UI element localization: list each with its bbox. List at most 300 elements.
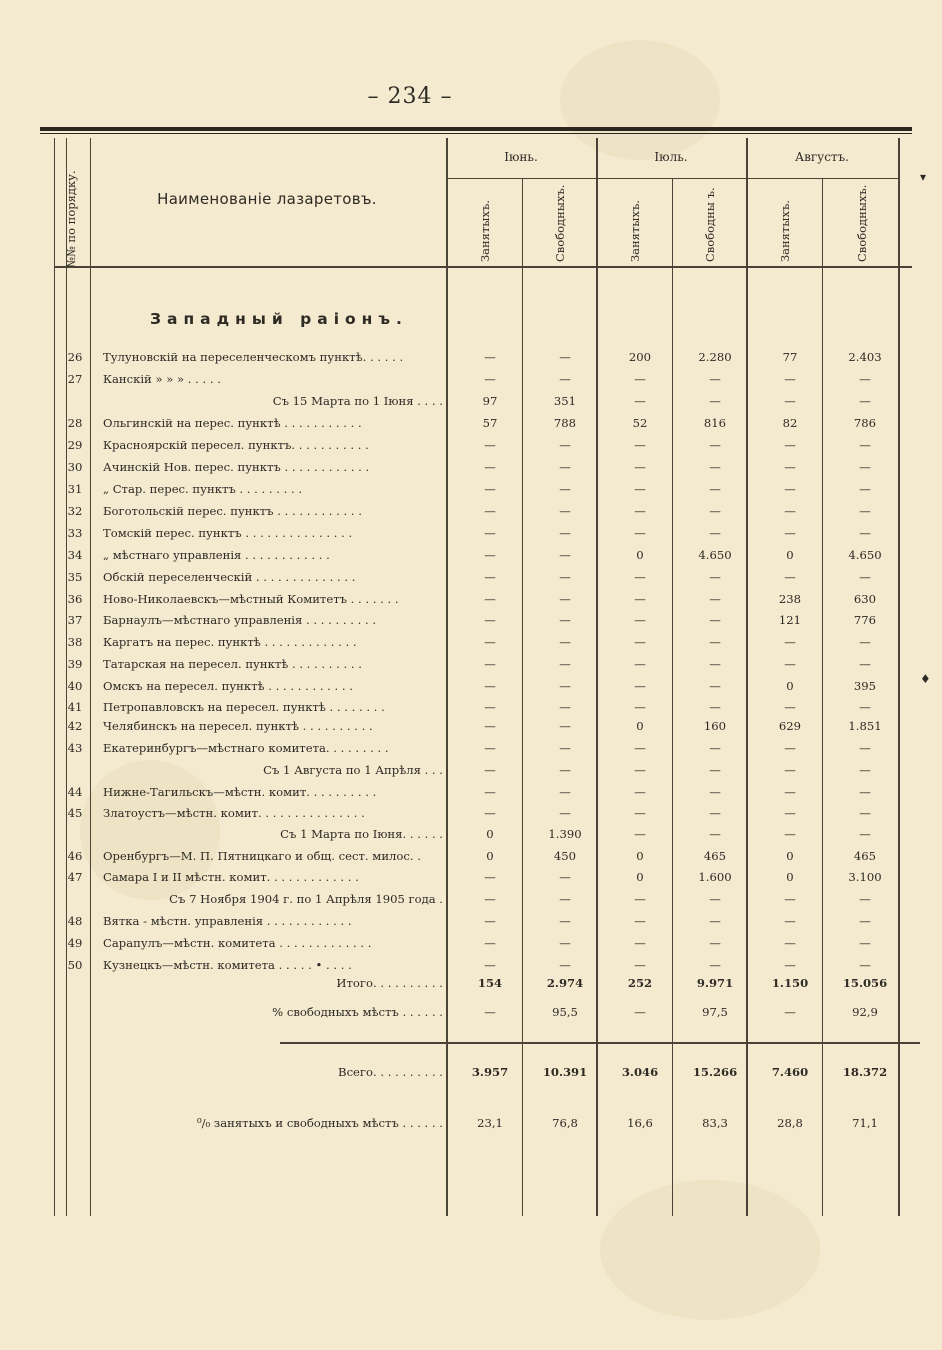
free-cell: 4.650 xyxy=(848,548,882,562)
percent-free-cell: 92,9 xyxy=(852,1005,878,1019)
row-number: 34 xyxy=(67,548,83,562)
occupied-cell: — xyxy=(484,700,496,714)
top-rule xyxy=(40,127,912,131)
free-cell: — xyxy=(559,806,571,820)
row-number: 32 xyxy=(67,504,83,518)
infirmary-name: Петропавловскъ на пересел. пунктѣ . . . . . . . . xyxy=(103,700,385,714)
occupied-cell: — xyxy=(784,504,796,518)
free-cell: 1.600 xyxy=(698,870,732,884)
occupied-cell: 629 xyxy=(778,719,802,733)
infirmary-name: „ мѣстнаго управленія . . . . . . . . . . . . xyxy=(103,548,330,562)
free-cell: — xyxy=(709,438,721,452)
occupied-cell: — xyxy=(484,570,496,584)
occupied-cell: — xyxy=(634,372,646,386)
percent-free-row xyxy=(0,1005,942,1025)
free-cell: — xyxy=(709,679,721,693)
infirmary-name: Нижне-Тагильскъ—мѣстн. комит. . . . . . . . . . xyxy=(103,785,377,799)
percent-cell: 71,1 xyxy=(852,1116,878,1130)
occupied-cell: — xyxy=(484,892,496,906)
free-cell: — xyxy=(859,806,871,820)
free-cell: — xyxy=(859,504,871,518)
free-cell: 465 xyxy=(703,849,727,863)
table-row xyxy=(0,936,942,956)
row-number: 40 xyxy=(67,679,83,693)
occupied-cell: — xyxy=(634,657,646,671)
free-cell: — xyxy=(559,570,571,584)
free-cell: — xyxy=(709,460,721,474)
free-cell: 3.100 xyxy=(848,870,882,884)
free-cell: — xyxy=(709,741,721,755)
occupied-cell: 0 xyxy=(636,849,644,863)
subtotal-row xyxy=(0,976,942,996)
table-border-right xyxy=(898,138,900,1216)
occupied-cell: — xyxy=(484,870,496,884)
infirmary-name: Ачинскій Нов. перес. пунктъ . . . . . . . . . . . . xyxy=(103,460,370,474)
occupied-cell: — xyxy=(634,679,646,693)
occupied-cell: — xyxy=(484,719,496,733)
table-row xyxy=(0,570,942,590)
free-cell: — xyxy=(859,482,871,496)
table-row xyxy=(0,741,942,761)
occupied-cell: — xyxy=(484,438,496,452)
free-cell: — xyxy=(559,482,571,496)
subtotal-cell: 9.971 xyxy=(696,976,734,990)
infirmary-name: Ольгинскій на перес. пунктѣ . . . . . . . . . . . xyxy=(103,416,362,430)
occupied-cell: 0 xyxy=(636,870,644,884)
free-cell: 816 xyxy=(703,416,727,430)
free-cell: — xyxy=(709,827,721,841)
row-number: 39 xyxy=(67,657,83,671)
table-row xyxy=(0,613,942,633)
row-number: 49 xyxy=(67,936,83,950)
occupied-cell: — xyxy=(784,936,796,950)
subtotal-cell: 2.974 xyxy=(546,976,584,990)
free-cell: — xyxy=(559,592,571,606)
occupied-cell: — xyxy=(484,526,496,540)
june-july-divider xyxy=(596,138,598,1216)
free-cell: 4.650 xyxy=(698,548,732,562)
occupied-cell: 121 xyxy=(778,613,802,627)
infirmary-name: Канскій » » » . . . . . xyxy=(103,372,221,386)
occupied-cell: — xyxy=(784,372,796,386)
occupied-cell: — xyxy=(634,914,646,928)
table-border-left xyxy=(54,138,55,1216)
free-cell: — xyxy=(709,892,721,906)
occupied-cell: 82 xyxy=(782,416,798,430)
sub-header-free: Свободны ъ. xyxy=(703,187,717,262)
occupied-cell: — xyxy=(784,806,796,820)
margin-mark: ♦ xyxy=(920,672,931,686)
infirmary-name: Омскъ на пересел. пунктѣ . . . . . . . . . . . . xyxy=(103,679,353,693)
subtotal-cell: 15.056 xyxy=(842,976,888,990)
july-august-divider xyxy=(746,138,748,1216)
free-cell: — xyxy=(559,504,571,518)
occupied-cell: — xyxy=(484,482,496,496)
free-cell: — xyxy=(559,936,571,950)
occupied-cell: — xyxy=(484,806,496,820)
occupied-cell: — xyxy=(784,460,796,474)
percent-cell: 23,1 xyxy=(477,1116,503,1130)
month-header-rule xyxy=(446,178,898,179)
occupied-cell: — xyxy=(484,914,496,928)
occupied-cell: — xyxy=(634,460,646,474)
occupied-cell: — xyxy=(484,741,496,755)
free-cell: — xyxy=(709,700,721,714)
occupied-cell: — xyxy=(484,785,496,799)
free-cell: — xyxy=(859,958,871,972)
free-cell: — xyxy=(859,635,871,649)
free-cell: — xyxy=(859,785,871,799)
percent-cell: 16,6 xyxy=(627,1116,653,1130)
free-cell: — xyxy=(559,635,571,649)
period-note: Съ 1 Августа по 1 Апрѣля . . . xyxy=(263,763,443,777)
free-cell: — xyxy=(859,741,871,755)
percent-cell: 76,8 xyxy=(552,1116,578,1130)
infirmary-name: Челябинскъ на пересел. пунктѣ . . . . . . . . . . xyxy=(103,719,373,733)
infirmary-name: Татарская на пересел. пунктѣ . . . . . . . . . . xyxy=(103,657,362,671)
row-number: 38 xyxy=(67,635,83,649)
row-number: 35 xyxy=(67,570,83,584)
free-cell: — xyxy=(559,460,571,474)
occupied-cell: — xyxy=(784,394,796,408)
infirmary-name: Екатеринбургъ—мѣстнаго комитета. . . . . . . . . xyxy=(103,741,389,755)
free-cell: — xyxy=(709,372,721,386)
occupied-cell: — xyxy=(784,438,796,452)
occupied-cell: — xyxy=(484,679,496,693)
free-cell: — xyxy=(709,526,721,540)
table-row xyxy=(0,548,942,568)
occupied-cell: — xyxy=(634,936,646,950)
occupied-cell: — xyxy=(634,526,646,540)
month-july: Іюль. xyxy=(654,150,688,164)
table-row xyxy=(0,592,942,612)
occupied-cell: — xyxy=(634,570,646,584)
table-row xyxy=(0,350,942,370)
infirmary-name: Кузнецкъ—мѣстн. комитета . . . . . • . . . . xyxy=(103,958,352,972)
infirmary-name: „ Стар. перес. пунктъ . . . . . . . . . xyxy=(103,482,303,496)
occupied-cell: 0 xyxy=(636,548,644,562)
totals-rule xyxy=(280,1042,920,1044)
free-cell: — xyxy=(559,763,571,777)
table-row xyxy=(0,526,942,546)
occupied-cell: — xyxy=(784,635,796,649)
occupied-cell: — xyxy=(784,785,796,799)
grand-total-label: Всего. . . . . . . . . . xyxy=(338,1065,443,1079)
free-cell: — xyxy=(859,438,871,452)
occupied-cell: 97 xyxy=(482,394,498,408)
table-row xyxy=(0,914,942,934)
period-note-row xyxy=(0,763,942,783)
free-cell: — xyxy=(709,635,721,649)
infirmary-name: Златоустъ—мѣстн. комит. . . . . . . . . . . . . . . xyxy=(103,806,365,820)
row-number: 45 xyxy=(67,806,83,820)
top-rule-thin xyxy=(40,133,912,134)
occupied-cell: — xyxy=(634,635,646,649)
free-cell: 788 xyxy=(553,416,577,430)
infirmary-name: Барнаулъ—мѣстнаго управленія . . . . . . . . . . xyxy=(103,613,377,627)
occupied-cell: — xyxy=(634,806,646,820)
free-cell: — xyxy=(559,719,571,733)
free-cell: — xyxy=(859,372,871,386)
occupied-cell: — xyxy=(634,394,646,408)
table-row xyxy=(0,679,942,699)
free-cell: 786 xyxy=(853,416,877,430)
free-cell: — xyxy=(709,504,721,518)
percent-both-row xyxy=(0,1116,942,1136)
percent-free-label: % свободныхъ мѣстъ . . . . . . xyxy=(272,1005,443,1019)
free-cell: — xyxy=(709,763,721,777)
row-number: 33 xyxy=(67,526,83,540)
period-note: Съ 7 Ноября 1904 г. по 1 Апрѣля 1905 года . xyxy=(169,892,443,906)
free-cell: — xyxy=(559,785,571,799)
row-number: 28 xyxy=(67,416,83,430)
occupied-cell: — xyxy=(484,936,496,950)
percent-cell: 28,8 xyxy=(777,1116,803,1130)
row-number: 37 xyxy=(67,613,83,627)
free-cell: — xyxy=(859,460,871,474)
percent-free-cell: — xyxy=(484,1005,496,1019)
free-cell: — xyxy=(709,592,721,606)
occupied-cell: 200 xyxy=(628,350,652,364)
subtotal-cell: 1.150 xyxy=(771,976,809,990)
infirmary-name: Вятка - мѣстн. управленія . . . . . . . . . . . . xyxy=(103,914,352,928)
infirmary-name: Тулуновскій на переселенческомъ пунктѣ. . . . . . xyxy=(103,350,404,364)
free-cell: 1.390 xyxy=(548,827,582,841)
free-cell: — xyxy=(709,936,721,950)
row-number: 46 xyxy=(67,849,83,863)
occupied-cell: — xyxy=(784,741,796,755)
free-cell: — xyxy=(559,372,571,386)
occupied-cell: — xyxy=(784,700,796,714)
free-cell: — xyxy=(859,914,871,928)
occupied-cell: — xyxy=(484,763,496,777)
occupied-cell: — xyxy=(484,504,496,518)
free-cell: — xyxy=(559,870,571,884)
occupied-cell: — xyxy=(634,785,646,799)
free-cell: — xyxy=(859,570,871,584)
occupied-cell: — xyxy=(634,958,646,972)
free-cell: — xyxy=(559,350,571,364)
free-cell: — xyxy=(709,613,721,627)
free-cell: — xyxy=(709,806,721,820)
period-note: Съ 1 Марта по Іюня. . . . . . xyxy=(280,827,443,841)
occupied-cell: — xyxy=(484,372,496,386)
free-cell: 395 xyxy=(853,679,877,693)
free-cell: — xyxy=(559,438,571,452)
occupied-cell: — xyxy=(484,350,496,364)
name-col-right xyxy=(446,138,448,1216)
occupied-cell: — xyxy=(634,700,646,714)
occupied-cell: 77 xyxy=(782,350,798,364)
row-number: 42 xyxy=(67,719,83,733)
free-cell: 450 xyxy=(553,849,577,863)
free-cell: — xyxy=(559,741,571,755)
table-row xyxy=(0,849,942,869)
occupied-cell: — xyxy=(784,892,796,906)
occupied-cell: — xyxy=(784,763,796,777)
occupied-cell: — xyxy=(784,958,796,972)
subtotal-cell: 252 xyxy=(627,976,653,990)
free-cell: — xyxy=(559,958,571,972)
table-row xyxy=(0,482,942,502)
row-number: 26 xyxy=(67,350,83,364)
free-cell: — xyxy=(559,613,571,627)
occupied-cell: — xyxy=(634,741,646,755)
percent-both-label: ⁰/₀ занятыхъ и свободныхъ мѣстъ . . . . . . xyxy=(197,1116,443,1130)
infirmary-name: Каргатъ на перес. пунктѣ . . . . . . . . . . . . . xyxy=(103,635,357,649)
occupied-cell: 52 xyxy=(632,416,648,430)
occupied-cell: — xyxy=(634,504,646,518)
grand-total-cell: 18.372 xyxy=(842,1065,888,1079)
row-number: 31 xyxy=(67,482,83,496)
infirmary-name: Боготольскій перес. пунктъ . . . . . . . . . . . . xyxy=(103,504,362,518)
free-cell: — xyxy=(559,700,571,714)
paper-stain xyxy=(600,1180,820,1320)
free-cell: 351 xyxy=(553,394,577,408)
table-row xyxy=(0,958,942,978)
free-cell: 776 xyxy=(853,613,877,627)
occupied-cell: — xyxy=(784,482,796,496)
table-row xyxy=(0,504,942,524)
free-cell: — xyxy=(709,657,721,671)
occupied-cell: — xyxy=(484,613,496,627)
occupied-cell: — xyxy=(634,763,646,777)
period-note-row xyxy=(0,827,942,847)
occupied-cell: — xyxy=(634,827,646,841)
grand-total-cell: 7.460 xyxy=(771,1065,809,1079)
row-number: 36 xyxy=(67,592,83,606)
free-cell: — xyxy=(859,394,871,408)
header-bottom-rule xyxy=(54,266,912,268)
row-number: 41 xyxy=(67,700,83,714)
occupied-cell: 238 xyxy=(778,592,802,606)
free-cell: — xyxy=(709,394,721,408)
occupied-cell: — xyxy=(784,570,796,584)
month-june: Іюнь. xyxy=(504,150,538,164)
subtotal-label: Итого. . . . . . . . . . xyxy=(336,976,443,990)
grand-total-cell: 15.266 xyxy=(692,1065,738,1079)
table-row xyxy=(0,806,942,826)
free-cell: — xyxy=(859,526,871,540)
free-cell: — xyxy=(559,548,571,562)
infirmary-name: Сарапулъ—мѣстн. комитета . . . . . . . . . . . . . xyxy=(103,936,372,950)
free-cell: 465 xyxy=(853,849,877,863)
table-row xyxy=(0,719,942,739)
occupied-cell: — xyxy=(484,657,496,671)
occupied-cell: — xyxy=(784,657,796,671)
subtotal-cell: 154 xyxy=(477,976,503,990)
free-cell: 630 xyxy=(853,592,877,606)
percent-free-cell: — xyxy=(634,1005,646,1019)
free-cell: — xyxy=(859,700,871,714)
table-row xyxy=(0,416,942,436)
free-cell: 2.403 xyxy=(848,350,882,364)
table-row xyxy=(0,372,942,392)
row-number: 27 xyxy=(67,372,83,386)
free-cell: — xyxy=(559,914,571,928)
sub-header-occupied: Занятыхъ. xyxy=(778,200,792,262)
free-cell: — xyxy=(559,679,571,693)
grand-total-cell: 3.046 xyxy=(621,1065,659,1079)
occupied-cell: — xyxy=(784,914,796,928)
free-cell: — xyxy=(859,827,871,841)
infirmary-name: Обскій переселенческій . . . . . . . . . . . . . . xyxy=(103,570,356,584)
sub-header-free: Свободныхъ. xyxy=(855,184,869,262)
occupied-cell: — xyxy=(484,635,496,649)
row-number: 48 xyxy=(67,914,83,928)
infirmary-name: Красноярскій пересел. пунктъ. . . . . . . . . . . xyxy=(103,438,369,452)
table-row xyxy=(0,635,942,655)
occupied-cell: 0 xyxy=(786,870,794,884)
sub-header-occupied: Занятыхъ. xyxy=(478,200,492,262)
free-cell: — xyxy=(709,482,721,496)
row-number: 30 xyxy=(67,460,83,474)
percent-cell: 83,3 xyxy=(702,1116,728,1130)
occupied-cell: 0 xyxy=(486,827,494,841)
table-row xyxy=(0,700,942,720)
page-number: – 234 – xyxy=(367,84,453,109)
period-note-row xyxy=(0,892,942,912)
free-cell: — xyxy=(709,958,721,972)
occupied-cell: 0 xyxy=(486,849,494,863)
free-cell: — xyxy=(859,657,871,671)
percent-free-cell: — xyxy=(784,1005,796,1019)
sub-header-free: Свободныхъ. xyxy=(553,184,567,262)
free-cell: — xyxy=(709,785,721,799)
occupied-cell: — xyxy=(634,613,646,627)
free-cell: 2.280 xyxy=(698,350,732,364)
occupied-cell: — xyxy=(784,526,796,540)
section-title: Западный раіонъ. xyxy=(150,310,408,328)
infirmary-name: Томскій перес. пунктъ . . . . . . . . . . . . . . . xyxy=(103,526,353,540)
occupied-cell: 0 xyxy=(786,679,794,693)
percent-free-cell: 97,5 xyxy=(702,1005,728,1019)
occupied-cell: 57 xyxy=(482,416,498,430)
sub-header-occupied: Занятыхъ. xyxy=(628,200,642,262)
occupied-cell: — xyxy=(784,827,796,841)
table-row xyxy=(0,438,942,458)
occupied-cell: 0 xyxy=(786,548,794,562)
infirmary-name: Самара I и II мѣстн. комит. . . . . . . . . . . . . xyxy=(103,870,359,884)
table-row xyxy=(0,785,942,805)
occupied-cell: — xyxy=(634,592,646,606)
free-cell: — xyxy=(709,914,721,928)
free-cell: 1.851 xyxy=(848,719,882,733)
grand-total-row xyxy=(0,1065,942,1085)
row-number: 29 xyxy=(67,438,83,452)
occupied-cell: — xyxy=(484,548,496,562)
month-august: Августъ. xyxy=(795,150,849,164)
row-number: 44 xyxy=(67,785,83,799)
occupied-cell: — xyxy=(484,592,496,606)
free-cell: — xyxy=(559,526,571,540)
grand-total-cell: 3.957 xyxy=(471,1065,509,1079)
occupied-cell: 0 xyxy=(636,719,644,733)
row-number: 47 xyxy=(67,870,83,884)
num-col-right xyxy=(90,138,91,1216)
period-note: Съ 15 Марта по 1 Іюня . . . . xyxy=(272,394,443,408)
occupied-cell: — xyxy=(634,438,646,452)
occupied-cell: 0 xyxy=(786,849,794,863)
free-cell: — xyxy=(859,892,871,906)
infirmary-name: Ново-Николаевскъ—мѣстный Комитетъ . . . . . . . xyxy=(103,592,399,606)
row-number: 50 xyxy=(67,958,83,972)
period-note-row xyxy=(0,394,942,414)
table-row xyxy=(0,657,942,677)
infirmary-name: Оренбургъ—М. П. Пятницкаго и общ. сест. милос. . xyxy=(103,849,421,863)
occupied-cell: — xyxy=(634,482,646,496)
occupied-cell: — xyxy=(484,460,496,474)
